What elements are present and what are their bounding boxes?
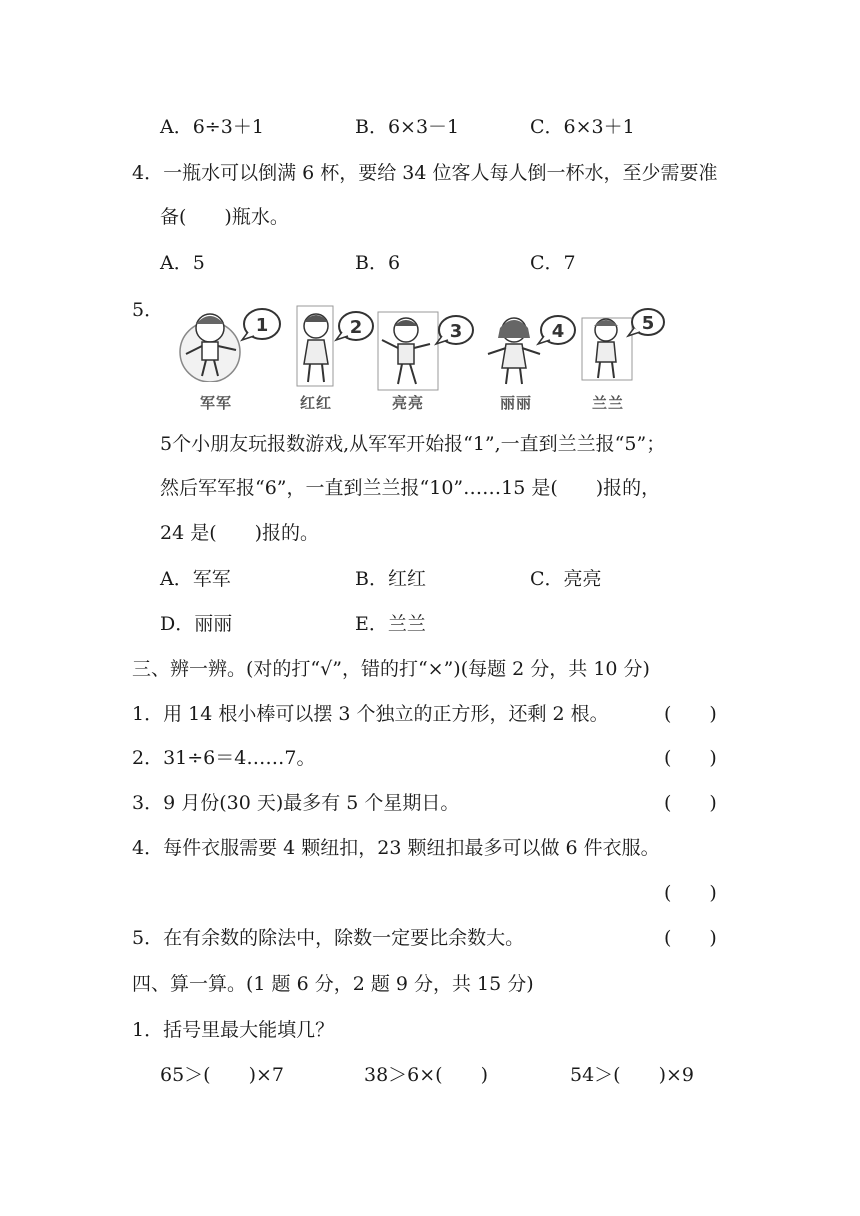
kid-lili-name: 丽丽 xyxy=(500,394,533,412)
q5-option-a: A．军军 xyxy=(160,568,231,590)
section3-item-5: 5．在有余数的除法中，除数一定要比余数大。 xyxy=(132,927,525,949)
section3-item-1: 1．用 14 根小棒可以摆 3 个独立的正方形，还剩 2 根。 xyxy=(132,703,609,725)
q3-option-c: C．6×3＋1 xyxy=(530,116,635,138)
q3-option-b: B．6×3－1 xyxy=(355,116,460,138)
section4-q1-item-2: 38＞6×( ) xyxy=(364,1064,489,1086)
q4-option-a: A．5 xyxy=(160,252,205,274)
kid-honghong-picture xyxy=(296,304,378,388)
section3-item-4-blank: ( ) xyxy=(664,882,717,904)
kid-liangliang-bubble-number: 3 xyxy=(449,321,463,342)
kid-lanlan-bubble-number: 5 xyxy=(641,313,655,334)
q5-stem-line2: 然后军军报“6”，一直到兰兰报“10”……15 是( )报的， xyxy=(160,477,661,499)
kid-honghong-bubble-number: 2 xyxy=(349,317,363,338)
q5-option-e: E．兰兰 xyxy=(355,613,426,635)
q4-option-c: C．7 xyxy=(530,252,576,274)
q4-stem-line2: 备( )瓶水。 xyxy=(160,206,289,228)
kid-lili-picture xyxy=(484,310,580,390)
kid-honghong-name: 红红 xyxy=(300,394,333,412)
section3-item-4: 4．每件衣服需要 4 颗纽扣，23 颗纽扣最多可以做 6 件衣服。 xyxy=(132,837,660,859)
kid-lanlan-name: 兰兰 xyxy=(592,394,625,412)
q5-number: 5． xyxy=(132,299,164,321)
section3-heading: 三、辨一辨。(对的打“√”，错的打“×”)(每题 2 分，共 10 分) xyxy=(132,658,650,680)
section4-q1-item-3: 54＞( )×9 xyxy=(570,1064,695,1086)
kid-liangliang-name: 亮亮 xyxy=(392,394,425,412)
q5-option-c: C．亮亮 xyxy=(530,568,602,590)
section3-item-2-blank: ( ) xyxy=(664,747,717,769)
kid-liangliang-picture xyxy=(376,310,476,392)
kid-junjun-picture xyxy=(176,306,286,382)
kid-junjun-bubble-number: 1 xyxy=(255,315,269,336)
kid-lili-bubble-number: 4 xyxy=(551,321,565,342)
section3-item-3: 3．9 月份(30 天)最多有 5 个星期日。 xyxy=(132,792,460,814)
q5-option-d: D．丽丽 xyxy=(160,613,233,635)
q4-option-b: B．6 xyxy=(355,252,401,274)
section4-q1-item-1: 65＞( )×7 xyxy=(160,1064,285,1086)
q5-stem-line3: 24 是( )报的。 xyxy=(160,522,320,544)
kid-junjun-name: 军军 xyxy=(200,394,233,412)
section3-item-5-blank: ( ) xyxy=(664,927,717,949)
section3-item-2: 2．31÷6＝4……7。 xyxy=(132,747,316,769)
q5-option-b: B．红红 xyxy=(355,568,426,590)
section3-item-1-blank: ( ) xyxy=(664,703,717,725)
section4-q1-title: 1．括号里最大能填几？ xyxy=(132,1019,335,1041)
q3-option-a: A．6÷3＋1 xyxy=(160,116,264,138)
section3-item-3-blank: ( ) xyxy=(664,792,717,814)
kid-lanlan-picture xyxy=(580,304,670,384)
section4-heading: 四、算一算。(1 题 6 分，2 题 9 分，共 15 分) xyxy=(132,973,534,995)
q5-stem-line1: 5个小朋友玩报数游戏,从军军开始报“1”,一直到兰兰报“5”； xyxy=(160,433,666,455)
q4-stem-line1: 4．一瓶水可以倒满 6 杯，要给 34 位客人每人倒一杯水，至少需要准 xyxy=(132,162,718,184)
